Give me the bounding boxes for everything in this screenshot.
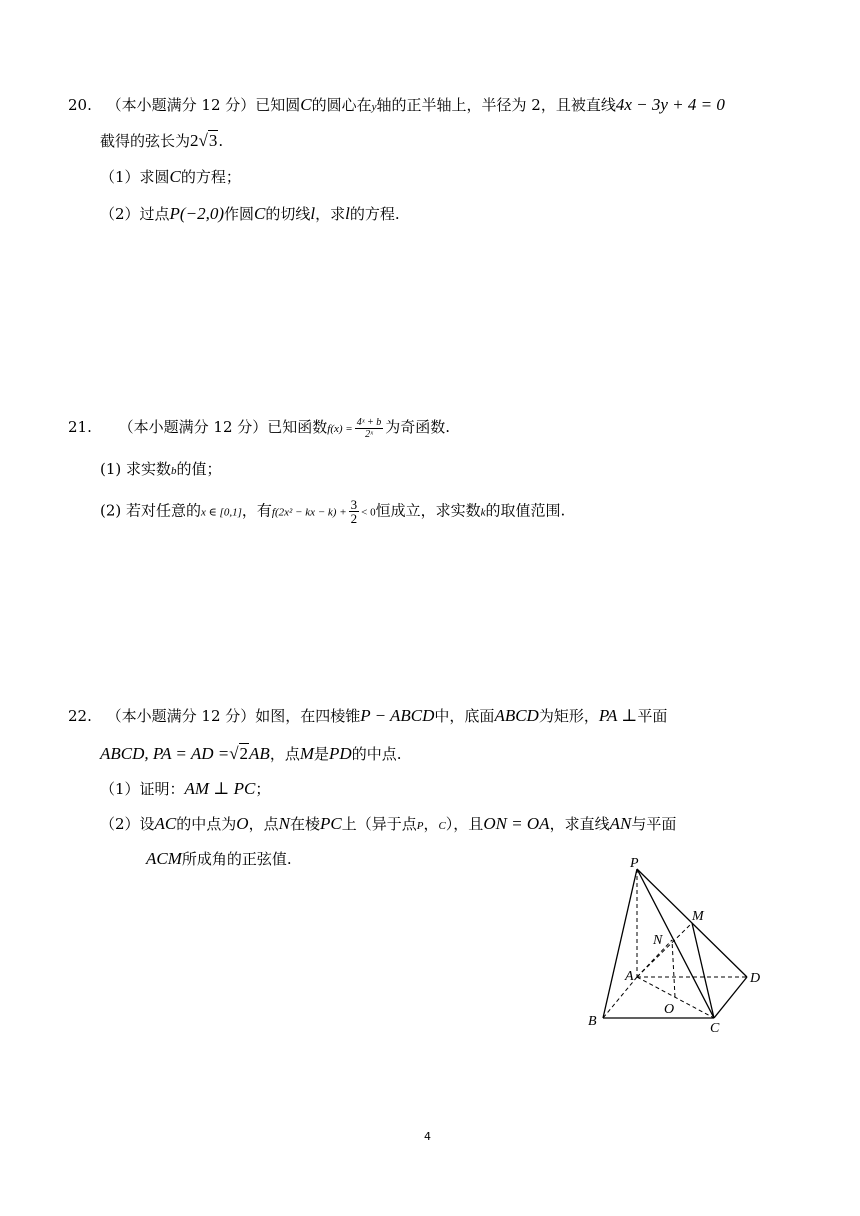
segment-mc: [692, 923, 714, 1018]
vertex-label-m: M: [692, 909, 704, 924]
vertex-label-o: O: [664, 1002, 675, 1017]
q21-number: 21.: [68, 418, 92, 436]
q22-number: 22.: [68, 707, 92, 725]
pyramid-figure: [580, 852, 780, 1042]
q22-line2: ABCD, PA = AD =√2AB，点M是PD的中点.: [100, 744, 402, 763]
q21-points: （本小题满分 12 分）: [118, 418, 268, 436]
q22-part2-cont: ACM所成角的正弦值.: [146, 849, 292, 868]
vertex-label-n: N: [653, 933, 663, 948]
q22-line1: 22. （本小题满分 12 分）如图，在四棱锥P − ABCD中，底面ABCD为矩形，PA ⊥平面: [68, 706, 668, 725]
q21-line1: 21. （本小题满分 12 分）已知函数f(x) = $\frac{\text{4ˣ + b}}{\text{2ˣ}}$ 为奇函数.: [68, 416, 451, 440]
vertex-label-d: D: [750, 971, 761, 986]
edge-cd: [714, 977, 747, 1018]
q20-text: 已知圆: [255, 96, 301, 114]
q21-part1: (1) 求实数b的值；: [100, 460, 222, 478]
q21-function-fraction: $\frac{\text{4ˣ + b}}{\text{2ˣ}}$: [356, 416, 382, 440]
q20-line1: 20. （本小题满分 12 分）已知圆C的圆心在y轴的正半轴上，半径为 2，且被直线4x − 3y + 4 = 0: [68, 95, 725, 114]
q21-part2: (2) 若对任意的x ∈ [0,1]，有f(2x² − kx − k) + $\frac{3}{2}$ < 0恒成立，求实数k的取值范围.: [100, 497, 566, 526]
q22-points: （本小题满分 12 分）: [106, 707, 256, 725]
vertex-label-p: P: [630, 856, 639, 871]
q21-inequality: f(2x² − kx − k) +: [271, 506, 347, 519]
q22-part1: （1）证明：AM ⊥ PC；: [100, 779, 271, 798]
q20-point-p: P(−2,0): [169, 204, 224, 223]
vertex-label-b: B: [588, 1014, 597, 1029]
segment-ac: [637, 977, 714, 1018]
q20-number: 20.: [68, 96, 92, 114]
q20-points: （本小题满分 12 分）: [106, 96, 256, 114]
q22-part2: （2）设AC的中点为O，点N在棱PC上（异于点P，C），且ON = OA，求直线AN与平面: [100, 814, 677, 833]
q20-chord-length: 2√3: [190, 131, 218, 150]
edge-pb: [603, 869, 637, 1018]
segment-am: [637, 923, 692, 977]
vertex-label-c: C: [710, 1021, 720, 1036]
edge-pc: [637, 869, 714, 1018]
q22-sqrt2-ab: √2AB: [229, 744, 270, 763]
q20-line2: 截得的弦长为2√3.: [100, 131, 224, 150]
q20-line-equation: 4x − 3y + 4 = 0: [615, 95, 725, 114]
page-number: 4: [424, 1130, 431, 1143]
q20-part1: （1）求圆C的方程；: [100, 167, 241, 186]
segment-on: [672, 940, 675, 997]
vertex-label-a: A: [625, 969, 634, 984]
q20-part2: （2）过点P(−2,0)作圆C的切线l，求l的方程.: [100, 204, 400, 223]
